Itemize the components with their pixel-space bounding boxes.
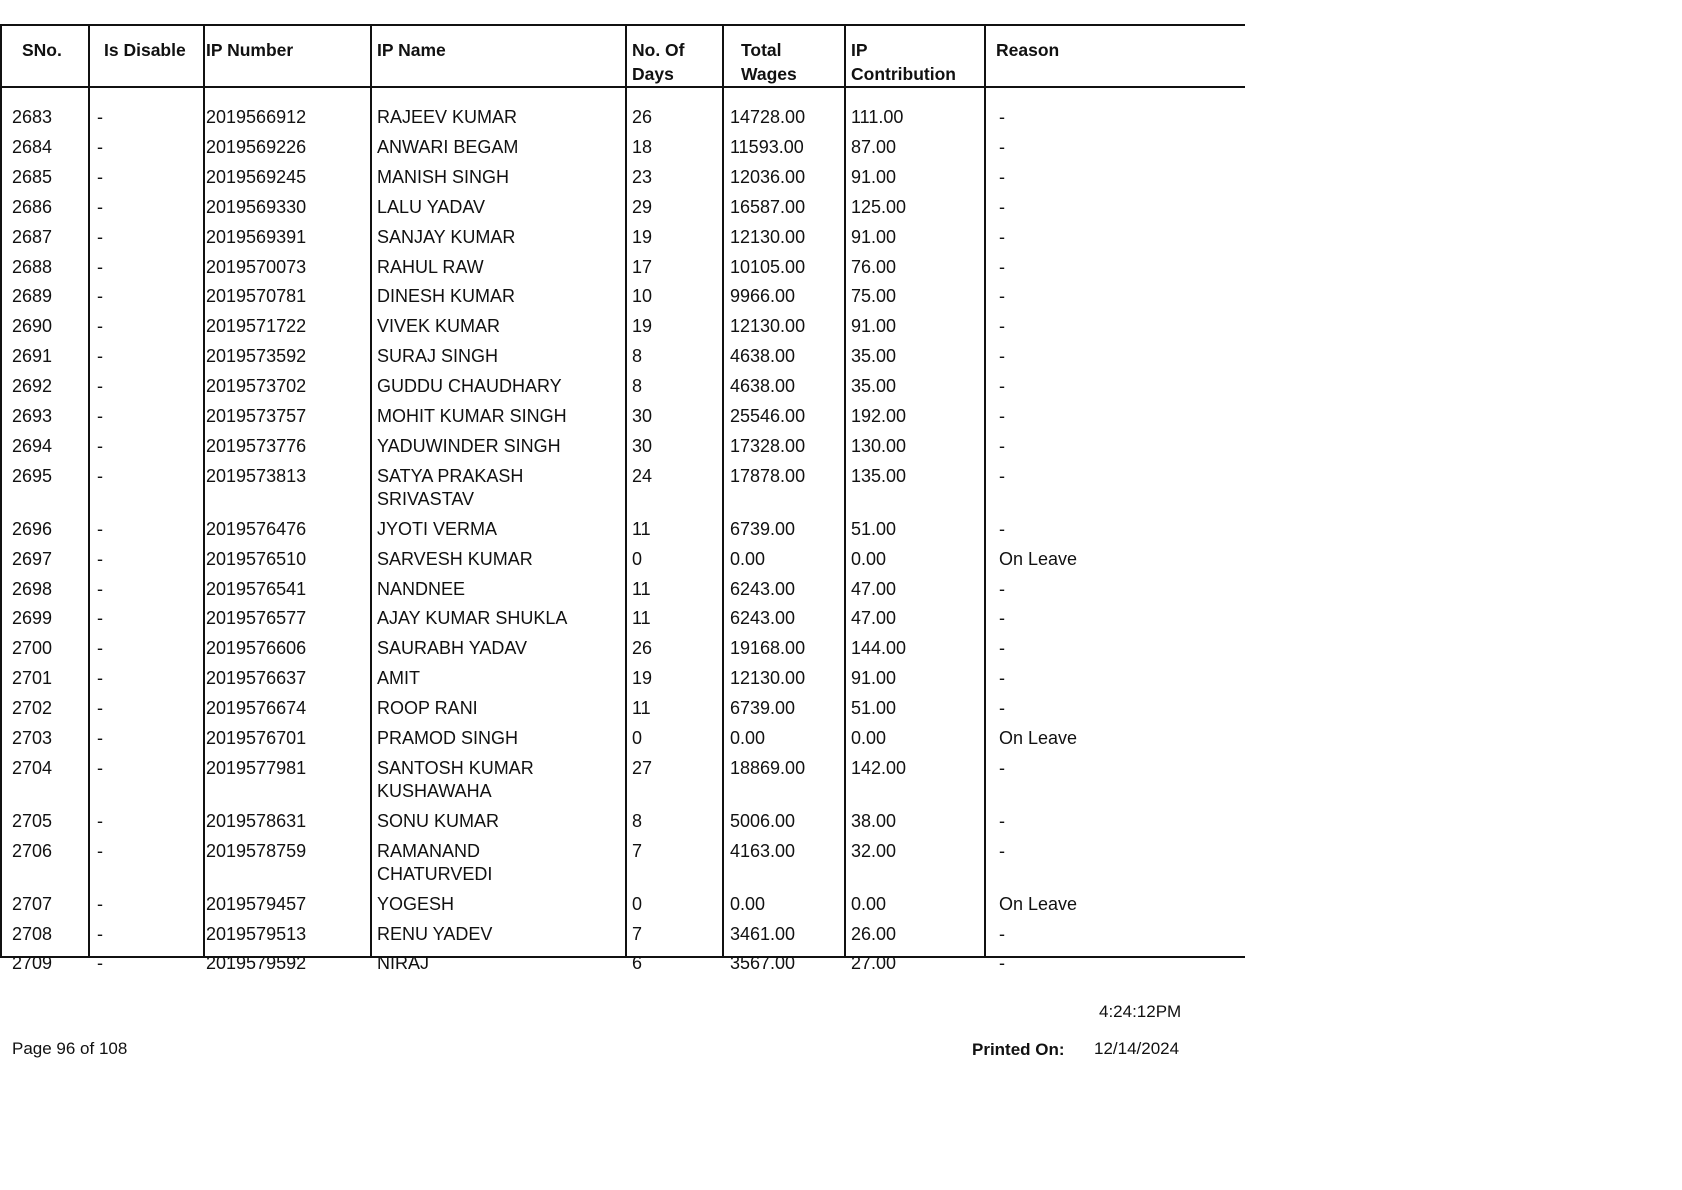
cell-total-wages: 6243.00 xyxy=(730,608,796,629)
cell-ip-name: SANJAY KUMAR xyxy=(377,226,516,247)
cell-ip-name: LALU YADAV xyxy=(377,196,486,217)
cell-sno: 2708 xyxy=(12,923,53,944)
cell-total-wages: 12130.00 xyxy=(730,668,806,689)
cell-total-wages: 17878.00 xyxy=(730,465,806,486)
cell-is-disable: - xyxy=(97,107,103,127)
cell-sno: 2685 xyxy=(12,166,53,187)
cell-is-disable: - xyxy=(97,668,103,689)
cell-is-disable: - xyxy=(97,638,103,659)
cell-ip-contribution: 91.00 xyxy=(851,316,897,337)
cell-is-disable: - xyxy=(97,893,103,914)
cell-ip-number: 2019570781 xyxy=(206,286,307,307)
cell-ip-contribution: 47.00 xyxy=(851,608,897,629)
cell-sno: 2701 xyxy=(12,668,53,689)
cell-ip-number: 2019576674 xyxy=(206,698,307,719)
cell-days: 19 xyxy=(632,316,653,337)
cell-ip-number: 2019577981 xyxy=(206,757,307,778)
cell-sno: 2709 xyxy=(12,953,53,974)
header-total-wages: Total Wages xyxy=(741,40,797,84)
cell-days: 24 xyxy=(632,465,653,486)
cell-ip-number: 2019573702 xyxy=(206,376,307,397)
cell-reason: - xyxy=(999,698,1005,719)
cell-ip-contribution: 26.00 xyxy=(851,923,897,944)
cell-ip-name: ROOP RANI xyxy=(377,698,478,719)
cell-ip-number: 2019576510 xyxy=(206,548,307,569)
cell-total-wages: 25546.00 xyxy=(730,406,806,426)
cell-is-disable: - xyxy=(97,578,103,599)
cell-ip-contribution: 75.00 xyxy=(851,286,897,307)
cell-is-disable: - xyxy=(97,346,103,367)
cell-reason: - xyxy=(999,465,1005,486)
cell-total-wages: 14728.00 xyxy=(730,107,806,127)
cell-ip-number: 2019579592 xyxy=(206,953,307,974)
cell-sno: 2691 xyxy=(12,346,53,367)
cell-sno: 2707 xyxy=(12,893,53,914)
cell-total-wages: 19168.00 xyxy=(730,638,806,659)
cell-reason: - xyxy=(999,256,1005,277)
cell-sno: 2690 xyxy=(12,316,53,337)
cell-ip-contribution: 135.00 xyxy=(851,465,907,486)
header-is-disable: Is Disable xyxy=(104,40,186,60)
cell-ip-name: NANDNEE xyxy=(377,578,466,599)
cell-ip-contribution: 91.00 xyxy=(851,226,897,247)
cell-days: 8 xyxy=(632,376,643,397)
cell-ip-name: DINESH KUMAR xyxy=(377,286,516,307)
cell-total-wages: 12036.00 xyxy=(730,166,806,187)
col-divider-5 xyxy=(722,24,724,958)
cell-ip-contribution: 0.00 xyxy=(851,548,887,569)
cell-is-disable: - xyxy=(97,256,103,277)
header-reason: Reason xyxy=(996,40,1060,60)
cell-reason: On Leave xyxy=(999,893,1078,914)
cell-ip-contribution: 76.00 xyxy=(851,256,897,277)
cell-total-wages: 3567.00 xyxy=(730,953,796,974)
cell-days: 23 xyxy=(632,166,653,187)
cell-sno: 2698 xyxy=(12,578,53,599)
cell-total-wages: 6243.00 xyxy=(730,578,796,599)
cell-days: 6 xyxy=(632,953,643,974)
cell-sno: 2689 xyxy=(12,286,53,307)
cell-sno: 2687 xyxy=(12,226,53,247)
cell-reason: - xyxy=(999,608,1005,629)
col-divider-7 xyxy=(984,24,986,958)
cell-sno: 2703 xyxy=(12,728,53,748)
cell-ip-number: 2019569245 xyxy=(206,166,307,187)
cell-ip-contribution: 47.00 xyxy=(851,578,897,599)
cell-reason: - xyxy=(999,668,1005,689)
cell-ip-contribution: 51.00 xyxy=(851,518,897,539)
cell-ip-number: 2019576541 xyxy=(206,578,307,599)
cell-reason: - xyxy=(999,953,1005,974)
cell-total-wages: 3461.00 xyxy=(730,923,796,944)
cell-ip-contribution: 35.00 xyxy=(851,376,897,397)
cell-ip-name: RAMANAND CHATURVEDI xyxy=(377,840,493,884)
cell-ip-name: VIVEK KUMAR xyxy=(377,316,501,337)
cell-sno: 2700 xyxy=(12,638,53,659)
cell-ip-contribution: 32.00 xyxy=(851,840,897,861)
cell-days: 0 xyxy=(632,728,643,748)
col-divider-2 xyxy=(203,24,205,958)
cell-ip-number: 2019578631 xyxy=(206,810,307,831)
cell-is-disable: - xyxy=(97,406,103,426)
cell-ip-number: 2019579457 xyxy=(206,893,307,914)
cell-total-wages: 16587.00 xyxy=(730,196,806,217)
cell-ip-contribution: 51.00 xyxy=(851,698,897,719)
cell-days: 11 xyxy=(632,518,651,539)
cell-ip-number: 2019569391 xyxy=(206,226,307,247)
table-bottom-border xyxy=(0,956,1245,958)
header-ip-name: IP Name xyxy=(377,40,446,60)
cell-ip-contribution: 192.00 xyxy=(851,406,907,426)
cell-reason: - xyxy=(999,840,1005,861)
cell-days: 26 xyxy=(632,638,653,659)
cell-is-disable: - xyxy=(97,136,103,157)
cell-is-disable: - xyxy=(97,226,103,247)
cell-ip-name: NIRAJ xyxy=(377,953,430,974)
cell-ip-contribution: 87.00 xyxy=(851,136,897,157)
cell-ip-contribution: 142.00 xyxy=(851,757,907,778)
cell-total-wages: 12130.00 xyxy=(730,226,806,247)
cell-reason: On Leave xyxy=(999,728,1078,748)
cell-ip-name: SARVESH KUMAR xyxy=(377,548,533,569)
cell-reason: - xyxy=(999,435,1005,456)
cell-ip-number: 2019576637 xyxy=(206,668,307,689)
cell-ip-name: JYOTI VERMA xyxy=(377,518,498,539)
cell-ip-number: 2019576577 xyxy=(206,608,307,629)
cell-reason: - xyxy=(999,578,1005,599)
cell-total-wages: 4163.00 xyxy=(730,840,796,861)
cell-ip-contribution: 125.00 xyxy=(851,196,907,217)
cell-total-wages: 4638.00 xyxy=(730,346,796,367)
cell-ip-number: 2019579513 xyxy=(206,923,307,944)
cell-total-wages: 0.00 xyxy=(730,893,766,914)
cell-sno: 2697 xyxy=(12,548,53,569)
cell-total-wages: 11593.00 xyxy=(730,136,804,157)
cell-days: 0 xyxy=(632,893,643,914)
cell-ip-name: PRAMOD SINGH xyxy=(377,728,519,748)
cell-ip-number: 2019570073 xyxy=(206,256,307,277)
header-bottom-border xyxy=(0,86,1245,88)
cell-sno: 2688 xyxy=(12,256,53,277)
cell-reason: - xyxy=(999,136,1005,157)
cell-is-disable: - xyxy=(97,465,103,486)
report-table xyxy=(0,24,1245,974)
cell-total-wages: 6739.00 xyxy=(730,698,796,719)
cell-days: 27 xyxy=(632,757,653,778)
cell-ip-number: 2019576701 xyxy=(206,728,307,748)
cell-days: 26 xyxy=(632,107,653,127)
cell-sno: 2695 xyxy=(12,465,53,486)
cell-sno: 2705 xyxy=(12,810,53,831)
cell-days: 10 xyxy=(632,286,653,307)
cell-is-disable: - xyxy=(97,757,103,778)
cell-sno: 2699 xyxy=(12,608,53,629)
cell-reason: - xyxy=(999,316,1005,337)
cell-ip-number: 2019573776 xyxy=(206,435,307,456)
col-divider-4 xyxy=(625,24,627,958)
cell-ip-name: GUDDU CHAUDHARY xyxy=(377,376,562,397)
cell-is-disable: - xyxy=(97,698,103,719)
cell-ip-name: RENU YADEV xyxy=(377,923,493,944)
cell-ip-number: 2019573813 xyxy=(206,465,307,486)
cell-ip-name: RAJEEV KUMAR xyxy=(377,107,518,127)
header-sno: SNo. xyxy=(22,40,62,60)
cell-ip-name: MANISH SINGH xyxy=(377,166,510,187)
cell-ip-contribution: 27.00 xyxy=(851,953,897,974)
cell-days: 7 xyxy=(632,840,643,861)
page-number: Page 96 of 108 xyxy=(12,1039,128,1058)
cell-reason: - xyxy=(999,638,1005,659)
cell-sno: 2693 xyxy=(12,406,53,426)
cell-ip-number: 2019569226 xyxy=(206,136,307,157)
cell-ip-contribution: 111.00 xyxy=(851,107,904,127)
cell-total-wages: 4638.00 xyxy=(730,376,796,397)
cell-days: 11 xyxy=(632,578,651,599)
cell-total-wages: 12130.00 xyxy=(730,316,806,337)
col-divider-1 xyxy=(88,24,90,958)
header-ip-contribution: IP Contribution xyxy=(851,40,956,84)
cell-is-disable: - xyxy=(97,435,103,456)
cell-ip-contribution: 130.00 xyxy=(851,435,907,456)
header-no-of-days: No. Of Days xyxy=(632,40,685,84)
cell-is-disable: - xyxy=(97,196,103,217)
cell-reason: - xyxy=(999,166,1005,187)
cell-sno: 2696 xyxy=(12,518,53,539)
cell-sno: 2704 xyxy=(12,757,53,778)
cell-days: 29 xyxy=(632,196,653,217)
print-time: 4:24:12PM xyxy=(1099,1002,1182,1021)
col-divider-left xyxy=(0,24,2,958)
cell-ip-name: AMIT xyxy=(377,668,420,689)
cell-is-disable: - xyxy=(97,518,103,539)
cell-total-wages: 5006.00 xyxy=(730,810,796,831)
cell-reason: - xyxy=(999,226,1005,247)
cell-days: 19 xyxy=(632,226,653,247)
cell-ip-name: MOHIT KUMAR SINGH xyxy=(377,406,567,426)
table-top-border xyxy=(0,24,1245,26)
cell-ip-contribution: 91.00 xyxy=(851,668,897,689)
cell-total-wages: 10105.00 xyxy=(730,256,806,277)
cell-ip-name: RAHUL RAW xyxy=(377,256,484,277)
cell-ip-name: SAURABH YADAV xyxy=(377,638,528,659)
cell-ip-number: 2019573757 xyxy=(206,406,307,426)
cell-reason: - xyxy=(999,196,1005,217)
cell-is-disable: - xyxy=(97,953,103,974)
cell-total-wages: 6739.00 xyxy=(730,518,796,539)
cell-sno: 2692 xyxy=(12,376,53,397)
cell-reason: - xyxy=(999,376,1005,397)
cell-sno: 2694 xyxy=(12,435,53,456)
printed-on-label: Printed On: xyxy=(972,1040,1065,1059)
cell-is-disable: - xyxy=(97,923,103,944)
cell-ip-contribution: 38.00 xyxy=(851,810,897,831)
cell-days: 8 xyxy=(632,346,643,367)
cell-total-wages: 0.00 xyxy=(730,548,766,569)
cell-ip-number: 2019576476 xyxy=(206,518,307,539)
cell-ip-name: SANTOSH KUMAR KUSHAWAHA xyxy=(377,757,534,801)
cell-is-disable: - xyxy=(97,166,103,187)
cell-days: 0 xyxy=(632,548,643,569)
cell-is-disable: - xyxy=(97,376,103,397)
cell-ip-number: 2019576606 xyxy=(206,638,307,659)
cell-ip-number: 2019578759 xyxy=(206,840,307,861)
header-ip-number: IP Number xyxy=(206,40,294,60)
cell-reason: - xyxy=(999,107,1005,127)
cell-is-disable: - xyxy=(97,728,103,748)
cell-ip-contribution: 91.00 xyxy=(851,166,897,187)
cell-ip-name: AJAY KUMAR SHUKLA xyxy=(377,608,568,629)
cell-days: 30 xyxy=(632,435,653,456)
cell-sno: 2706 xyxy=(12,840,53,861)
cell-reason: - xyxy=(999,518,1005,539)
cell-reason: - xyxy=(999,810,1005,831)
cell-ip-contribution: 144.00 xyxy=(851,638,907,659)
cell-sno: 2683 xyxy=(12,107,53,127)
cell-days: 7 xyxy=(632,923,643,944)
cell-days: 30 xyxy=(632,406,653,426)
cell-ip-name: YADUWINDER SINGH xyxy=(377,435,561,456)
col-divider-3 xyxy=(370,24,372,958)
cell-reason: - xyxy=(999,406,1005,426)
cell-days: 11 xyxy=(632,698,651,719)
cell-reason: - xyxy=(999,757,1005,778)
cell-ip-number: 2019573592 xyxy=(206,346,307,367)
cell-sno: 2702 xyxy=(12,698,53,719)
cell-days: 8 xyxy=(632,810,643,831)
cell-reason: - xyxy=(999,346,1005,367)
cell-sno: 2686 xyxy=(12,196,53,217)
cell-total-wages: 17328.00 xyxy=(730,435,806,456)
cell-ip-name: SATYA PRAKASH SRIVASTAV xyxy=(377,465,524,509)
cell-ip-number: 2019569330 xyxy=(206,196,307,217)
cell-is-disable: - xyxy=(97,316,103,337)
cell-ip-number: 2019571722 xyxy=(206,316,307,337)
cell-total-wages: 0.00 xyxy=(730,728,766,748)
cell-ip-name: SONU KUMAR xyxy=(377,810,500,831)
cell-is-disable: - xyxy=(97,608,103,629)
cell-is-disable: - xyxy=(97,810,103,831)
cell-sno: 2684 xyxy=(12,136,53,157)
cell-ip-contribution: 35.00 xyxy=(851,346,897,367)
cell-reason: On Leave xyxy=(999,548,1078,569)
cell-is-disable: - xyxy=(97,286,103,307)
col-divider-6 xyxy=(844,24,846,958)
cell-total-wages: 9966.00 xyxy=(730,286,796,307)
cell-is-disable: - xyxy=(97,840,103,861)
cell-days: 18 xyxy=(632,136,653,157)
cell-ip-contribution: 0.00 xyxy=(851,893,887,914)
cell-total-wages: 18869.00 xyxy=(730,757,806,778)
cell-ip-name: SURAJ SINGH xyxy=(377,346,499,367)
cell-ip-contribution: 0.00 xyxy=(851,728,887,748)
cell-ip-number: 2019566912 xyxy=(206,107,307,127)
cell-reason: - xyxy=(999,923,1005,944)
cell-ip-name: ANWARI BEGAM xyxy=(377,136,519,157)
print-date: 12/14/2024 xyxy=(1094,1039,1180,1058)
cell-is-disable: - xyxy=(97,548,103,569)
cell-days: 17 xyxy=(632,256,653,277)
cell-days: 19 xyxy=(632,668,653,689)
cell-ip-name: YOGESH xyxy=(377,893,455,914)
cell-reason: - xyxy=(999,286,1005,307)
cell-days: 11 xyxy=(632,608,651,629)
